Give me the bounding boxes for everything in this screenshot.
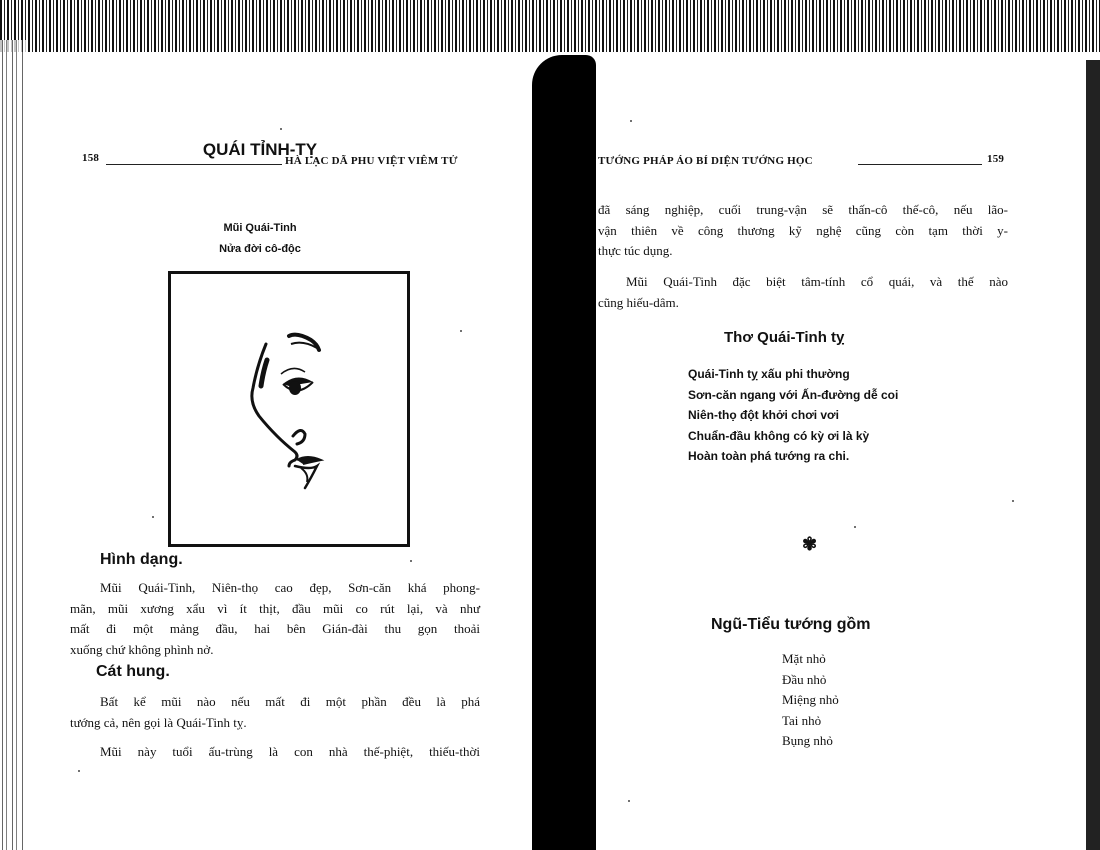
ornament-flower-icon: ✾ [802, 534, 818, 554]
list-item: Miệng nhỏ [782, 692, 839, 708]
scan-edge-right [1086, 60, 1100, 850]
poem-line: Hoàn toàn phá tướng ra chi. [688, 449, 850, 464]
list-title: Ngũ-Tiểu tướng gồm [711, 616, 871, 633]
scan-edge-top [0, 0, 1100, 52]
header-rule-right [858, 164, 982, 165]
section-continuation [100, 742, 480, 763]
scan-speck [78, 770, 80, 772]
book-spine-shadow [532, 55, 596, 850]
poem-line: Quái-Tinh tỵ xấu phi thường [688, 367, 850, 381]
text-line: vận thiên về công thương kỹ nghệ cũng còn tạm thời y- [598, 222, 1008, 238]
section-heading-shape: Hình dạng. [100, 551, 183, 568]
text-line: Mũi này tuổi ấu-trùng là con nhà thế-phiệt, thiếu-thời [100, 744, 480, 759]
scan-speck [630, 120, 632, 122]
text-line: tướng cả, nên gọi là Quái-Tinh tỵ. [70, 714, 247, 730]
scan-speck [152, 516, 154, 518]
temperament-paragraph [598, 272, 1008, 313]
poem-line: Sơn-căn ngang với Ấn-đường dễ coi [688, 387, 899, 402]
section-heading-fortune: Cát hung. [96, 663, 170, 680]
poem [688, 364, 898, 467]
list-item: Mặt nhỏ [782, 651, 826, 666]
list-item: Bụng nhỏ [782, 733, 833, 749]
page-number-right: 159 [987, 153, 1005, 165]
scan-speck [280, 128, 282, 130]
scan-speck [854, 526, 856, 528]
header-rule-left [106, 164, 282, 165]
scan-speck [1012, 500, 1014, 502]
nose-profile-illustration [171, 274, 407, 544]
poem-line: Niên-thọ đột khởi chơi vơi [688, 408, 839, 423]
text-line: Bất kể mũi nào nếu mất đi một phần đều là phá [100, 694, 480, 709]
text-line: mất đi một mảng đầu, hai bên Gián-đài thu gọn thoải [70, 621, 480, 636]
list-item: Đầu nhỏ [782, 671, 827, 687]
text-line: cũng hiếu-dâm. [598, 294, 679, 310]
section-shape-body [70, 578, 480, 660]
text-line: đã sáng nghiệp, cuối trung-vận sẽ thấn-cô thế-cô, nếu lão- [598, 202, 1008, 217]
chapter-subtitle-2: Nửa đời cô-độc [219, 243, 301, 255]
chapter-title: QUÁI TỈNH-TỴ [202, 140, 318, 159]
section-fortune-body [70, 692, 480, 733]
scan-speck [460, 330, 462, 332]
text-line: mãn, mũi xương xẩu vì ít thịt, đầu mũi co rút lại, và như [70, 600, 480, 616]
running-header-left: HÀ LẠC DÃ PHU VIỆT VIÊM TỬ [285, 155, 458, 167]
poem-line: Chuẩn-đầu không có kỳ ơi là kỳ [688, 428, 870, 443]
poem-title: Thơ Quái-Tinh tỵ [724, 329, 845, 346]
running-header-right: TƯỚNG PHÁP ÁO BÍ DIỆN TƯỚNG HỌC [598, 155, 813, 167]
text-line: Mũi Quái-Tinh đặc biệt tâm-tính cổ quái, và thế nào [626, 274, 1008, 289]
page-number-left: 158 [82, 152, 100, 164]
scan-speck [410, 560, 412, 562]
text-line: thực túc dụng. [598, 243, 673, 258]
text-line: Mũi Quái-Tinh, Niên-thọ cao đẹp, Sơn-căn khá phong- [100, 580, 480, 595]
scan-speck [628, 800, 630, 802]
list-item: Tai nhỏ [782, 712, 822, 728]
illustration-frame [168, 271, 410, 547]
scan-edge-left [0, 40, 26, 850]
continuation-paragraph [598, 200, 1008, 262]
five-small-features-list [782, 649, 839, 752]
chapter-subtitle-1: Mũi Quái-Tinh [223, 222, 297, 234]
text-line: xuống chứ không phình nở. [70, 641, 214, 657]
